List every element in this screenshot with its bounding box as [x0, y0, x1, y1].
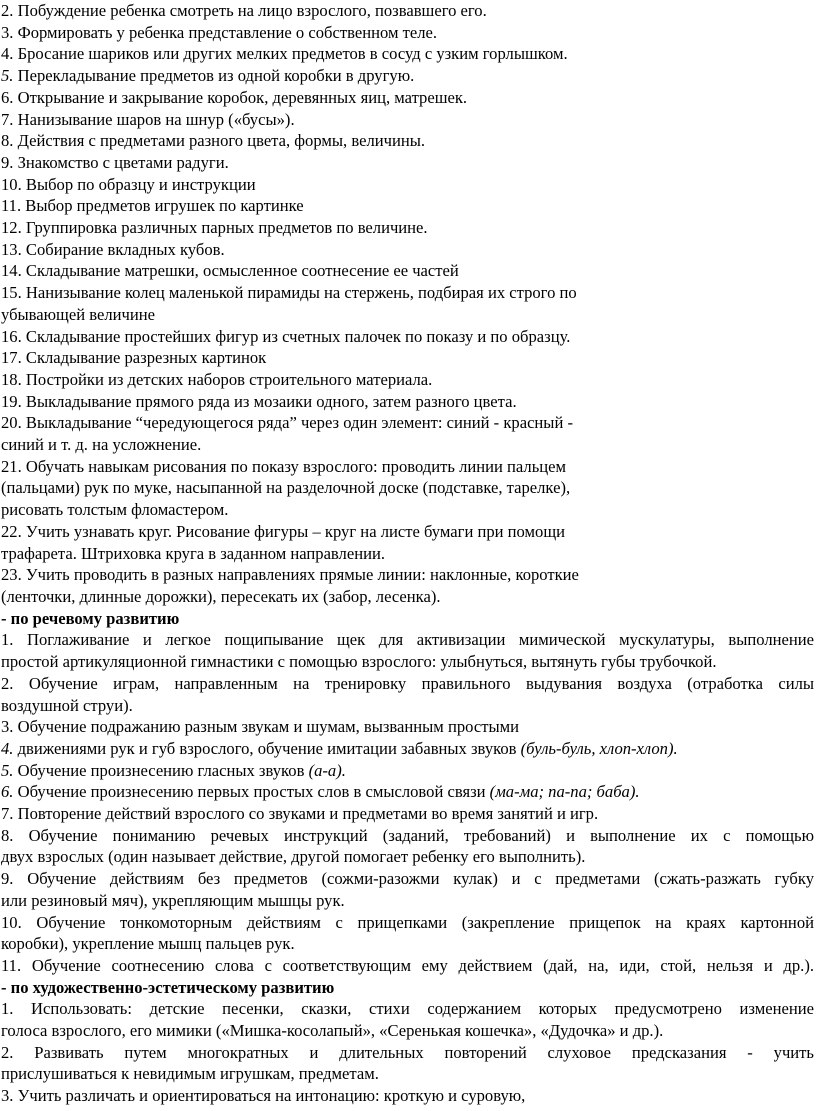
- text-line: убывающей величине: [1, 304, 155, 324]
- list-item-line: [1, 781, 814, 803]
- text-line: простой артикуляционной гимнастики с помощью взрослого: улыбнуться, вытянуть губы трубочкой.: [1, 652, 717, 672]
- text-line: 10. Выбор по образцу и инструкции: [1, 174, 256, 194]
- text-line: 15. Нанизывание колец маленькой пирамиды на стержень, подбирая их строго по: [1, 283, 577, 303]
- item-example: (а-а).: [308, 760, 346, 780]
- item-example: (ма-ма; па-па; баба).: [489, 782, 640, 802]
- text-line: 13. Собирание вкладных кубов.: [1, 239, 225, 259]
- text-line: 1. Поглаживание и легкое пощипывание щек для активизации мимической мускулатуры, выполнение: [1, 630, 814, 650]
- text-line: 2. Обучение играм, направленным на тренировку правильного выдувания воздуха (отработка силы: [1, 673, 814, 693]
- item-text: Обучение произнесению гласных звуков: [13, 760, 309, 780]
- text-line: 11. Обучение соотнесению слова с соответствующим ему действием (дай, на, иди, стой, нельзя и др.).: [1, 955, 814, 975]
- text-line: 9. Знакомство с цветами радуги.: [1, 152, 229, 172]
- text-line: 19. Выкладывание прямого ряда из мозаики одного, затем разного цвета.: [1, 391, 517, 411]
- item-number: 5.: [1, 66, 14, 86]
- text-line: или резиновый мяч), укрепляющим мышцы рук.: [1, 890, 345, 910]
- list-item-line: [1, 738, 814, 760]
- text-line: 1. Использовать: детские песенки, сказки, стихи содержанием которых предусмотрено изменение: [1, 999, 814, 1019]
- text-line: 11. Выбор предметов игрушек по картинке: [1, 196, 304, 216]
- text-line: рисовать толстым фломастером.: [1, 500, 229, 520]
- text-line: 2. Побуждение ребенка смотреть на лицо взрослого, позвавшего его.: [1, 1, 487, 20]
- item-number: 5.: [1, 760, 14, 780]
- text-line: голоса взрослого, его мимики («Мишка-косолапый», «Серенькая кошечка», «Дудочка» и др.).: [1, 1021, 664, 1041]
- text-line: синий и т. д. на усложнение.: [1, 435, 202, 455]
- text-line: 4. Бросание шариков или других мелких предметов в сосуд с узким горлышком.: [1, 44, 568, 64]
- text-line: 14. Складывание матрешки, осмысленное соотнесение ее частей: [1, 261, 459, 281]
- text-line: (пальцами) рук по муке, насыпанной на разделочной доске (подставке, тарелке),: [1, 478, 571, 498]
- text-line: 6. Открывание и закрывание коробок, деревянных яиц, матрешек.: [1, 87, 468, 107]
- text-line: воздушной струи).: [1, 695, 133, 715]
- text-line: коробки), укрепление мышц пальцев рук.: [1, 934, 295, 954]
- item-example: (буль-буль, хлоп-хлоп).: [520, 738, 678, 758]
- item-number: 6.: [1, 782, 14, 802]
- text-line: 18. Постройки из детских наборов строительного материала.: [1, 369, 433, 389]
- list-item-line: [1, 65, 814, 87]
- text-line: 12. Группировка различных парных предметов по величине.: [1, 218, 428, 238]
- text-line: прислушиваться к невидимым игрушкам, предметам.: [1, 1064, 379, 1084]
- item-text: Обучение произнесению первых простых слов в смысловой связи: [13, 782, 490, 802]
- section-heading: - по речевому развитию: [1, 608, 180, 628]
- text-line: двух взрослых (один называет действие, другой помогает ребенку его выполнить).: [1, 847, 586, 867]
- text-line: (ленточки, длинные дорожки), пересекать их (забор, лесенка).: [1, 586, 441, 606]
- text-line: 23. Учить проводить в разных направлениях прямые линии: наклонные, короткие: [1, 565, 579, 585]
- text-line: 10. Обучение тонкомоторным действиям с прищепками (закрепление прищепок на краях картонной: [1, 912, 814, 932]
- item-text: движениями рук и губ взрослого, обучение имитации забавных звуков: [13, 738, 521, 758]
- text-line: 9. Обучение действиям без предметов (сожми-разожми кулак) и с предметами (сжать-разжать губку: [1, 869, 814, 889]
- text-line: 3. Формировать у ребенка представление о собственном теле.: [1, 22, 437, 42]
- text-line: 7. Повторение действий взрослого со звуками и предметами во время занятий и игр.: [1, 804, 599, 824]
- section-heading: - по художественно-эстетическому развитию: [1, 977, 335, 997]
- text-line: 3. Обучение подражанию разным звукам и шумам, вызванным простыми: [1, 717, 519, 737]
- text-line: 21. Обучать навыкам рисования по показу взрослого: проводить линии пальцем: [1, 456, 567, 476]
- text-line: 16. Складывание простейших фигур из счетных палочек по показу и по образцу.: [1, 326, 571, 346]
- text-line: 2. Развивать путем многократных и длительных повторений слуховое предсказания - учить: [1, 1042, 814, 1062]
- item-number: 4.: [1, 738, 14, 758]
- text-line: 3. Учить различать и ориентироваться на интонацию: кроткую и суровую,: [1, 1086, 526, 1106]
- text-line: 7. Нанизывание шаров на шнур («бусы»).: [1, 109, 295, 129]
- text-line: 17. Складывание разрезных картинок: [1, 348, 267, 368]
- text-line: 22. Учить узнавать круг. Рисование фигуры – круг на листе бумаги при помощи: [1, 521, 565, 541]
- text-line: 8. Обучение пониманию речевых инструкций (заданий, требований) и выполнение их с помощью: [1, 825, 814, 845]
- text-line: 20. Выкладывание “чередующегося ряда” через один элемент: синий - красный -: [1, 413, 574, 433]
- text-line: трафарета. Штриховка круга в заданном направлении.: [1, 543, 385, 563]
- item-text: Перекладывание предметов из одной коробки в другую.: [13, 66, 415, 86]
- text-line: 8. Действия с предметами разного цвета, формы, величины.: [1, 131, 426, 151]
- list-item-line: [1, 760, 814, 782]
